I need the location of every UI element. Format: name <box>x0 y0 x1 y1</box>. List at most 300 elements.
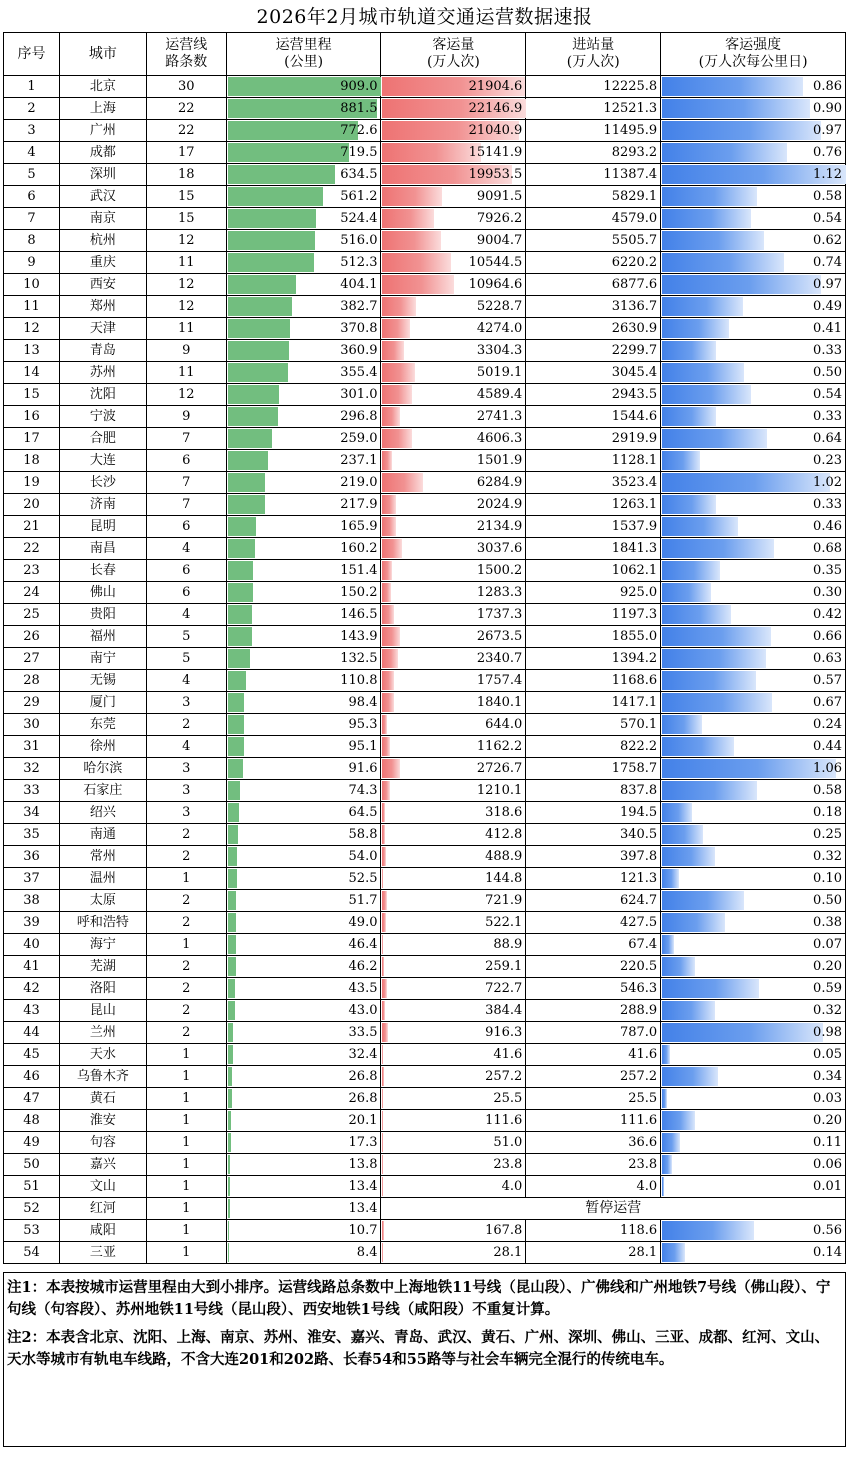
entries-cell <box>526 1176 661 1198</box>
ridership-cell-value: 259.1 <box>485 959 523 974</box>
table-row <box>4 802 846 824</box>
intensity-cell <box>661 450 846 472</box>
mileage-cell-value: 43.5 <box>348 981 378 996</box>
table-row <box>4 692 846 714</box>
ridership-cell <box>381 758 526 780</box>
intensity-cell <box>661 692 846 714</box>
ridership-cell-bar <box>382 1023 388 1042</box>
entries-cell-value: 41.6 <box>628 1047 658 1062</box>
entries-cell <box>526 274 661 296</box>
table-row <box>4 934 846 956</box>
rank-cell: 50 <box>4 1154 60 1176</box>
rank-cell: 27 <box>4 648 60 670</box>
table-row <box>4 868 846 890</box>
intensity-cell <box>661 76 846 98</box>
intensity-cell-bar <box>662 671 756 690</box>
mileage-cell-bar <box>228 1023 234 1042</box>
entries-cell-value: 546.3 <box>619 981 658 996</box>
table-row <box>4 1110 846 1132</box>
lines-cell: 6 <box>146 560 226 582</box>
intensity-cell-value: 0.46 <box>813 519 842 534</box>
mileage-cell-value: 110.8 <box>340 673 378 688</box>
entries-cell <box>526 868 661 890</box>
entries-cell-value: 2630.9 <box>611 321 658 336</box>
mileage-cell-value: 33.5 <box>348 1025 378 1040</box>
entries-cell-value: 1758.7 <box>611 761 658 776</box>
ridership-cell-bar <box>382 737 390 756</box>
intensity-cell-value: 0.64 <box>813 431 842 446</box>
ridership-cell-bar <box>382 561 392 580</box>
ridership-cell-bar <box>382 649 397 668</box>
entries-cell <box>526 758 661 780</box>
table-row <box>4 1242 846 1264</box>
table-row <box>4 912 846 934</box>
mileage-cell <box>226 538 381 560</box>
city-cell: 兰州 <box>59 1022 146 1044</box>
mileage-cell-value: 13.8 <box>348 1157 378 1172</box>
entries-cell-value: 194.5 <box>619 805 658 820</box>
lines-cell: 1 <box>146 1110 226 1132</box>
entries-cell-value: 118.6 <box>619 1223 658 1238</box>
entries-cell <box>526 208 661 230</box>
mileage-cell <box>226 252 381 274</box>
mileage-cell-value: 561.2 <box>340 189 378 204</box>
intensity-cell <box>661 978 846 1000</box>
mileage-cell-bar <box>228 759 243 778</box>
entries-cell <box>526 802 661 824</box>
intensity-cell <box>661 406 846 428</box>
mileage-cell <box>226 692 381 714</box>
mileage-cell-bar <box>228 1089 233 1108</box>
ridership-cell <box>381 450 526 472</box>
mileage-cell-bar <box>228 803 239 822</box>
table-row <box>4 1022 846 1044</box>
rank-cell: 31 <box>4 736 60 758</box>
entries-cell <box>526 472 661 494</box>
mileage-cell-bar <box>228 1177 230 1196</box>
intensity-cell-bar <box>662 99 810 118</box>
city-cell: 青岛 <box>59 340 146 362</box>
mileage-cell-bar <box>228 737 244 756</box>
ridership-cell-bar <box>382 385 412 404</box>
intensity-cell <box>661 428 846 450</box>
intensity-cell-value: 0.32 <box>813 849 842 864</box>
table-row <box>4 648 846 670</box>
intensity-cell-bar <box>662 825 703 844</box>
intensity-cell-bar <box>662 1045 670 1064</box>
intensity-cell-value: 0.20 <box>813 1113 842 1128</box>
table-body <box>4 76 846 1264</box>
city-cell: 西安 <box>59 274 146 296</box>
header-ridership: 客运量 (万人次) <box>381 33 526 76</box>
entries-cell <box>526 318 661 340</box>
ridership-cell-bar <box>382 715 386 734</box>
mileage-cell <box>226 472 381 494</box>
intensity-cell <box>661 1000 846 1022</box>
ridership-cell-bar <box>382 869 383 888</box>
mileage-cell <box>226 1044 381 1066</box>
city-cell: 呼和浩特 <box>59 912 146 934</box>
ridership-cell <box>381 714 526 736</box>
mileage-cell-value: 382.7 <box>340 299 378 314</box>
ridership-cell <box>381 384 526 406</box>
rank-cell: 5 <box>4 164 60 186</box>
intensity-cell-value: 1.06 <box>813 761 842 776</box>
ridership-cell-value: 4606.3 <box>476 431 523 446</box>
mileage-cell <box>226 1110 381 1132</box>
mileage-cell <box>226 208 381 230</box>
entries-cell <box>526 406 661 428</box>
city-cell: 郑州 <box>59 296 146 318</box>
entries-cell-value: 1128.1 <box>611 453 658 468</box>
table-row <box>4 1088 846 1110</box>
ridership-cell <box>381 1044 526 1066</box>
rank-cell: 51 <box>4 1176 60 1198</box>
intensity-cell-bar <box>662 737 734 756</box>
intensity-cell <box>661 846 846 868</box>
entries-cell-value: 11495.9 <box>603 123 658 138</box>
entries-cell-value: 1168.6 <box>611 673 658 688</box>
mileage-cell <box>226 736 381 758</box>
ridership-cell-value: 488.9 <box>485 849 523 864</box>
entries-cell <box>526 164 661 186</box>
mileage-cell-value: 259.0 <box>340 431 378 446</box>
intensity-cell-value: 0.97 <box>813 123 842 138</box>
mileage-cell-bar <box>228 1199 230 1218</box>
city-cell: 广州 <box>59 120 146 142</box>
intensity-cell-value: 0.05 <box>813 1047 842 1062</box>
mileage-cell <box>226 76 381 98</box>
lines-cell: 2 <box>146 1000 226 1022</box>
table-row <box>4 714 846 736</box>
mileage-cell-value: 355.4 <box>340 365 378 380</box>
table-row <box>4 824 846 846</box>
lines-cell: 1 <box>146 1066 226 1088</box>
table-row <box>4 846 846 868</box>
entries-cell-value: 220.5 <box>619 959 658 974</box>
entries-cell <box>526 692 661 714</box>
ridership-cell <box>381 252 526 274</box>
mileage-cell-bar <box>228 935 236 954</box>
entries-cell <box>526 780 661 802</box>
mileage-cell <box>226 142 381 164</box>
mileage-cell-value: 634.5 <box>340 167 378 182</box>
lines-cell: 1 <box>146 1176 226 1198</box>
mileage-cell-value: 719.5 <box>340 145 378 160</box>
mileage-cell <box>226 120 381 142</box>
ridership-cell <box>381 692 526 714</box>
ridership-cell-value: 5228.7 <box>476 299 523 314</box>
ridership-cell-value: 721.9 <box>485 893 523 908</box>
entries-cell <box>526 494 661 516</box>
intensity-cell <box>661 1088 846 1110</box>
intensity-cell <box>661 626 846 648</box>
city-cell: 南京 <box>59 208 146 230</box>
intensity-cell-bar <box>662 1177 664 1196</box>
notes-box <box>3 1272 846 1447</box>
mileage-cell-bar <box>228 407 278 426</box>
rank-cell: 28 <box>4 670 60 692</box>
ridership-cell <box>381 318 526 340</box>
mileage-cell <box>226 516 381 538</box>
table-row <box>4 758 846 780</box>
ridership-cell <box>381 208 526 230</box>
lines-cell: 9 <box>146 340 226 362</box>
table-row <box>4 1132 846 1154</box>
intensity-cell-bar <box>662 1155 672 1174</box>
table-row <box>4 296 846 318</box>
table-row <box>4 1044 846 1066</box>
mileage-cell-value: 32.4 <box>348 1047 378 1062</box>
mileage-cell <box>226 164 381 186</box>
mileage-cell-value: 54.0 <box>348 849 378 864</box>
city-cell: 贵阳 <box>59 604 146 626</box>
intensity-cell-value: 1.12 <box>813 167 842 182</box>
mileage-cell-value: 150.2 <box>340 585 378 600</box>
table-row <box>4 186 846 208</box>
city-cell: 昆山 <box>59 1000 146 1022</box>
header-city: 城市 <box>59 33 146 76</box>
ridership-cell-value: 28.1 <box>493 1245 523 1260</box>
ridership-cell-bar <box>382 583 390 602</box>
ridership-cell-value: 4274.0 <box>476 321 523 336</box>
entries-cell <box>526 670 661 692</box>
mileage-cell <box>226 406 381 428</box>
rank-cell: 14 <box>4 362 60 384</box>
intensity-cell <box>661 120 846 142</box>
table-row <box>4 1176 846 1198</box>
intensity-cell-bar <box>662 1111 695 1130</box>
ridership-cell <box>381 362 526 384</box>
intensity-cell-bar <box>662 1023 823 1042</box>
intensity-cell-value: 0.74 <box>813 255 842 270</box>
mileage-cell <box>226 780 381 802</box>
intensity-cell-value: 1.02 <box>813 475 842 490</box>
ridership-cell <box>381 802 526 824</box>
ridership-cell-bar <box>382 517 396 536</box>
lines-cell: 12 <box>146 274 226 296</box>
city-cell: 沈阳 <box>59 384 146 406</box>
rank-cell: 24 <box>4 582 60 604</box>
ridership-cell <box>381 1132 526 1154</box>
mileage-cell <box>226 868 381 890</box>
mileage-cell-bar <box>228 627 252 646</box>
mileage-cell-bar <box>228 297 293 316</box>
mileage-cell-bar <box>228 715 244 734</box>
intensity-cell-value: 0.76 <box>813 145 842 160</box>
mileage-cell-bar <box>228 693 245 712</box>
lines-cell: 3 <box>146 692 226 714</box>
ridership-cell <box>381 934 526 956</box>
ridership-cell <box>381 340 526 362</box>
lines-cell: 2 <box>146 714 226 736</box>
entries-cell-value: 2943.5 <box>611 387 658 402</box>
intensity-cell-bar <box>662 473 829 492</box>
lines-cell: 5 <box>146 648 226 670</box>
mileage-cell-value: 58.8 <box>348 827 378 842</box>
ridership-cell-bar <box>382 231 440 250</box>
mileage-cell-value: 26.8 <box>348 1091 378 1106</box>
intensity-cell <box>661 1176 846 1198</box>
entries-cell-value: 36.6 <box>628 1135 658 1150</box>
intensity-cell <box>661 164 846 186</box>
entries-cell-value: 5829.1 <box>611 189 658 204</box>
mileage-cell <box>226 274 381 296</box>
table-row <box>4 538 846 560</box>
intensity-cell-value: 0.63 <box>813 651 842 666</box>
table-row <box>4 582 846 604</box>
lines-cell: 7 <box>146 494 226 516</box>
ridership-cell-value: 19953.5 <box>468 167 523 182</box>
entries-cell-value: 257.2 <box>619 1069 658 1084</box>
ridership-cell <box>381 1220 526 1242</box>
ridership-cell-value: 22146.9 <box>468 101 523 116</box>
intensity-cell-value: 0.97 <box>813 277 842 292</box>
intensity-cell <box>661 802 846 824</box>
ridership-cell-bar <box>382 275 453 294</box>
intensity-cell-value: 0.44 <box>813 739 842 754</box>
mileage-cell-bar <box>228 781 241 800</box>
intensity-cell-value: 0.11 <box>813 1135 842 1150</box>
entries-cell-value: 1197.3 <box>611 607 658 622</box>
intensity-cell-bar <box>662 605 731 624</box>
mileage-cell-value: 49.0 <box>348 915 378 930</box>
rank-cell: 38 <box>4 890 60 912</box>
city-cell: 南通 <box>59 824 146 846</box>
mileage-cell <box>226 318 381 340</box>
mileage-cell-bar <box>228 1001 235 1020</box>
table-row <box>4 450 846 472</box>
ridership-cell <box>381 868 526 890</box>
ridership-cell <box>381 1154 526 1176</box>
ridership-cell <box>381 648 526 670</box>
ridership-cell <box>381 824 526 846</box>
mileage-cell-bar <box>228 1221 230 1240</box>
ridership-cell-bar <box>382 1089 383 1108</box>
entries-cell-value: 427.5 <box>619 915 658 930</box>
rank-cell: 49 <box>4 1132 60 1154</box>
ridership-cell <box>381 1000 526 1022</box>
entries-cell-value: 3045.4 <box>611 365 658 380</box>
lines-cell: 11 <box>146 362 226 384</box>
intensity-cell <box>661 186 846 208</box>
mileage-cell-bar <box>228 957 236 976</box>
intensity-cell <box>661 1022 846 1044</box>
intensity-cell <box>661 142 846 164</box>
table-row <box>4 76 846 98</box>
intensity-cell <box>661 472 846 494</box>
intensity-cell <box>661 1044 846 1066</box>
table-row <box>4 956 846 978</box>
intensity-cell <box>661 758 846 780</box>
mileage-cell <box>226 758 381 780</box>
table-row <box>4 252 846 274</box>
mileage-cell-bar <box>228 451 268 470</box>
intensity-cell-value: 0.50 <box>813 365 842 380</box>
intensity-cell-bar <box>662 1089 667 1108</box>
entries-cell <box>526 648 661 670</box>
ridership-cell-value: 51.0 <box>493 1135 523 1150</box>
mileage-cell-value: 132.5 <box>340 651 378 666</box>
entries-cell-value: 2299.7 <box>611 343 658 358</box>
intensity-cell-bar <box>662 781 757 800</box>
ridership-cell-bar <box>382 803 384 822</box>
ridership-cell <box>381 670 526 692</box>
intensity-cell-bar <box>662 649 765 668</box>
rank-cell: 30 <box>4 714 60 736</box>
ridership-cell-bar <box>382 693 394 712</box>
intensity-cell-value: 0.86 <box>813 79 842 94</box>
mileage-cell <box>226 956 381 978</box>
mileage-cell <box>226 912 381 934</box>
entries-cell <box>526 824 661 846</box>
ridership-cell-bar <box>382 187 441 206</box>
intensity-cell-bar <box>662 979 759 998</box>
city-cell: 乌鲁木齐 <box>59 1066 146 1088</box>
mileage-cell-value: 772.6 <box>340 123 378 138</box>
mileage-cell <box>226 230 381 252</box>
entries-cell <box>526 626 661 648</box>
city-cell: 深圳 <box>59 164 146 186</box>
entries-cell-value: 2919.9 <box>611 431 658 446</box>
mileage-cell <box>226 450 381 472</box>
mileage-cell <box>226 1088 381 1110</box>
intensity-cell-value: 0.33 <box>813 497 842 512</box>
rank-cell: 43 <box>4 1000 60 1022</box>
ridership-cell-bar <box>382 935 383 954</box>
intensity-cell <box>661 1132 846 1154</box>
ridership-cell-bar <box>382 209 433 228</box>
mileage-cell-bar <box>228 913 236 932</box>
entries-cell-value: 624.7 <box>619 893 658 908</box>
lines-cell: 12 <box>146 230 226 252</box>
entries-cell <box>526 1242 661 1264</box>
mileage-cell-value: 370.8 <box>340 321 378 336</box>
intensity-cell-value: 0.20 <box>813 959 842 974</box>
mileage-cell-value: 95.3 <box>348 717 378 732</box>
mileage-cell <box>226 978 381 1000</box>
ridership-cell-bar <box>382 1177 383 1196</box>
ridership-cell <box>381 406 526 428</box>
intensity-cell-bar <box>662 847 715 866</box>
lines-cell: 4 <box>146 604 226 626</box>
ridership-cell-value: 41.6 <box>493 1047 523 1062</box>
intensity-cell-value: 0.68 <box>813 541 842 556</box>
header-lines: 运营线 路条数 <box>146 33 226 76</box>
table-row <box>4 406 846 428</box>
entries-cell <box>526 98 661 120</box>
mileage-cell-bar <box>228 1155 230 1174</box>
city-cell: 长沙 <box>59 472 146 494</box>
intensity-cell-bar <box>662 319 729 338</box>
city-cell: 海宁 <box>59 934 146 956</box>
ridership-cell <box>381 978 526 1000</box>
ridership-cell-bar <box>382 429 412 448</box>
entries-cell <box>526 142 661 164</box>
intensity-cell <box>661 384 846 406</box>
entries-cell-value: 1544.6 <box>611 409 658 424</box>
rank-cell: 29 <box>4 692 60 714</box>
intensity-cell <box>661 340 846 362</box>
intensity-cell <box>661 582 846 604</box>
mileage-cell <box>226 296 381 318</box>
entries-cell <box>526 120 661 142</box>
lines-cell: 6 <box>146 450 226 472</box>
intensity-cell-value: 0.34 <box>813 1069 842 1084</box>
city-cell: 大连 <box>59 450 146 472</box>
intensity-cell <box>661 868 846 890</box>
entries-cell <box>526 186 661 208</box>
